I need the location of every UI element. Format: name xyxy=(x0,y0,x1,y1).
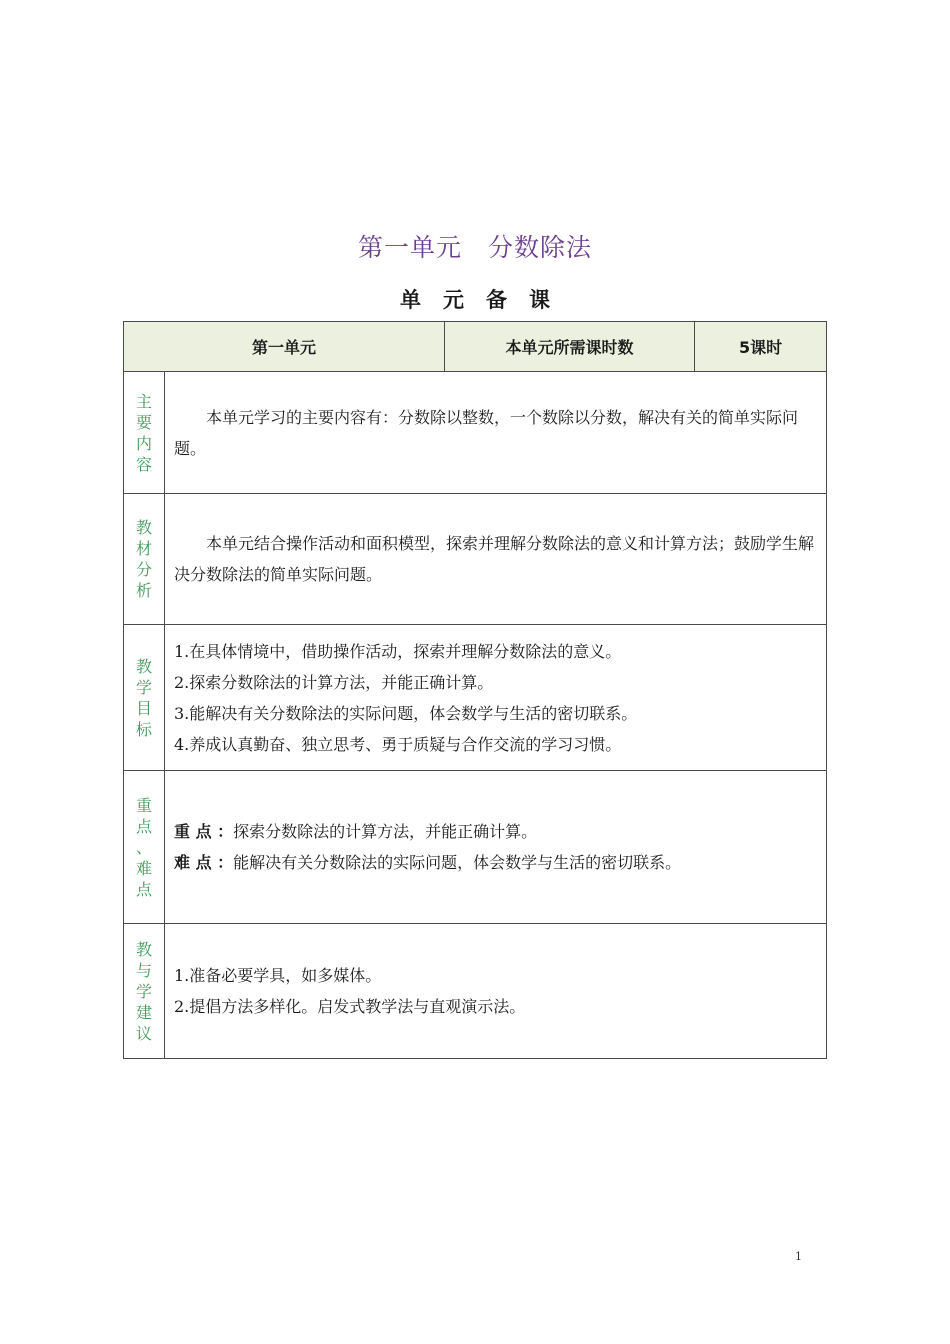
table-row-main-content xyxy=(124,372,827,494)
table-row-material-analysis xyxy=(124,494,827,625)
list-item: 2.提倡方法多样化。启发式教学法与直观演示法。 xyxy=(174,997,526,1016)
row-content-suggestions xyxy=(165,924,827,1059)
key-point-line xyxy=(174,816,824,847)
difficulty-label: 难 点 ： xyxy=(174,853,234,872)
table-row-suggestions xyxy=(124,924,827,1059)
list-item: 1.准备必要学具，如多媒体。 xyxy=(174,966,382,985)
row-content-main-content: 本单元学习的主要内容有：分数除以整数，一个数除以分数，解决有关的简单实际问题。 xyxy=(165,372,827,494)
table-header-row xyxy=(124,322,827,372)
row-content-teaching-goals xyxy=(165,625,827,771)
page-subtitle: 单元备课 xyxy=(400,288,572,312)
row-content-key-points xyxy=(165,771,827,924)
row-label-suggestions: 教 与 学 建 议 xyxy=(124,924,165,1059)
table-row-teaching-goals xyxy=(124,625,827,771)
key-point-label: 重 点 ： xyxy=(174,822,234,841)
list-item: 1.在具体情境中，借助操作活动，探索并理解分数除法的意义。 xyxy=(174,641,622,661)
list-item: 4.养成认真勤奋、独立思考、勇于质疑与合作交流的学习习惯。 xyxy=(174,734,622,754)
list-item: 2.探索分数除法的计算方法，并能正确计算。 xyxy=(174,672,494,692)
row-label-main-content: 主 要 内 容 xyxy=(124,372,165,494)
row-label-key-points: 重 点 、 难 点 xyxy=(124,771,165,924)
key-point-text: 探索分数除法的计算方法，并能正确计算。 xyxy=(233,822,538,841)
row-label-teaching-goals: 教 学 目 标 xyxy=(124,625,165,771)
page-number: 1 xyxy=(795,1250,802,1263)
difficulty-text: 能解决有关分数除法的实际问题，体会数学与生活的密切联系。 xyxy=(233,853,682,872)
row-label-material-analysis: 教 材 分 析 xyxy=(124,494,165,625)
list-item: 3.能解决有关分数除法的实际问题，体会数学与生活的密切联系。 xyxy=(174,703,638,723)
difficulty-line xyxy=(174,847,824,878)
unit-plan-table xyxy=(123,321,827,1059)
header-unit: 第一单元 xyxy=(124,322,445,372)
row-content-material-analysis: 本单元结合操作活动和面积模型，探索并理解分数除法的意义和计算方法；鼓励学生解决分数除法的简单实际问题。 xyxy=(165,494,827,625)
header-hours-value: 5课时 xyxy=(695,322,827,372)
table-row-key-points xyxy=(124,771,827,924)
header-hours-label: 本单元所需课时数 xyxy=(445,322,695,372)
page-title: 第一单元 分数除法 xyxy=(357,233,592,262)
